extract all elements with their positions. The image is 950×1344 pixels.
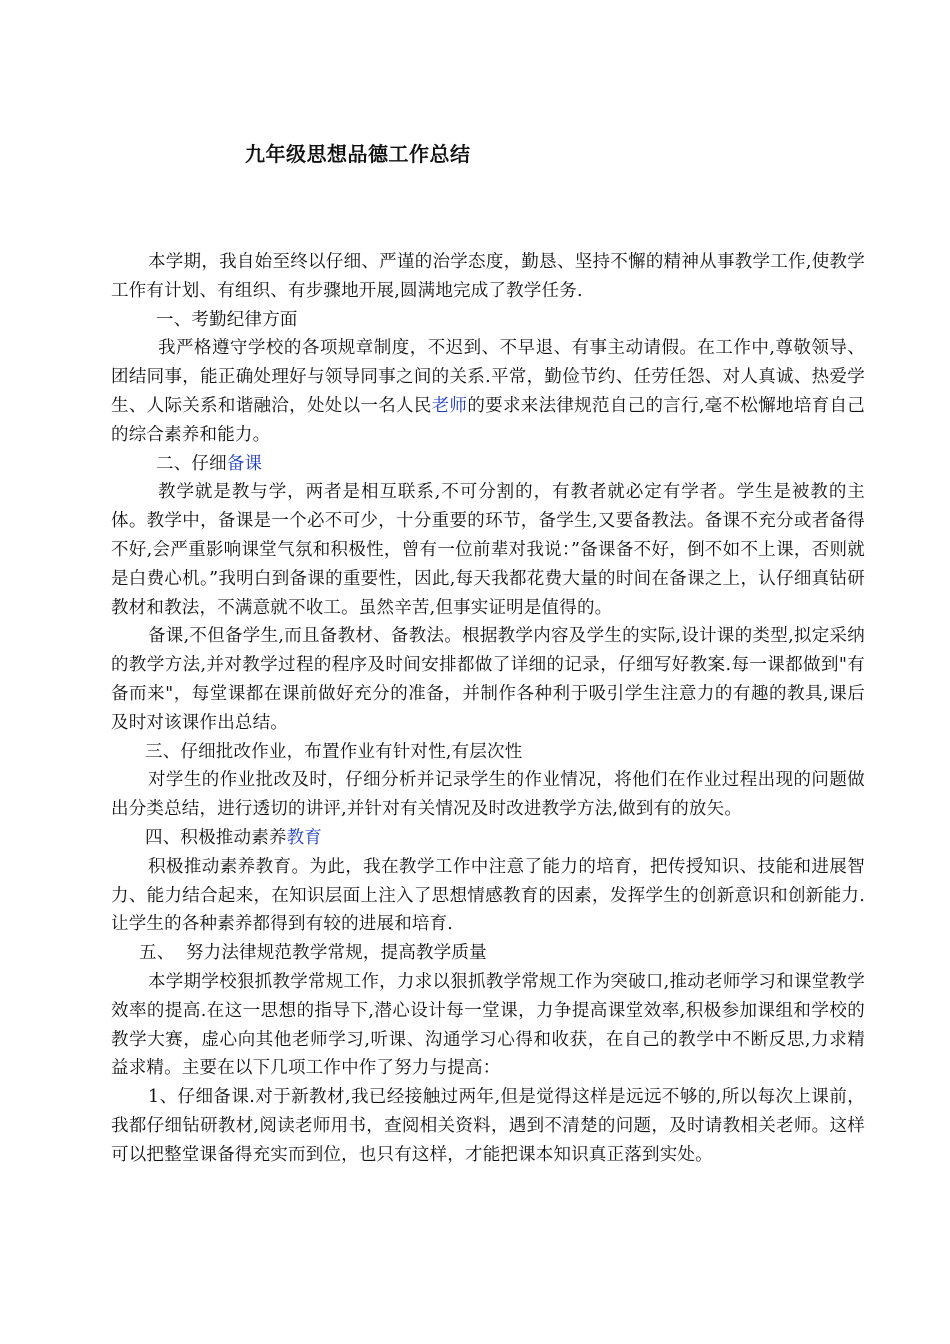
teacher-link[interactable]: 老师 bbox=[431, 395, 468, 416]
section-4-paragraph: 积极推动素养教育。为此，我在教学工作中注意了能力的培育，把传授知识、技能和进展智力、能力结合起来，在知识层面上注入了思想情感教育的因素，发挥学生的创新意识和创新能力.让学生的各种素养都得到有较的进展和培育. bbox=[111, 856, 865, 935]
section-2-paragraph-1: 教学就是教与学，两者是相互联系,不可分割的，有教者就必定有学者。学生是被教的主体。教学中，备课是一个必不可少，十分重要的环节，备学生,又要备教法。备课不充分或者备得不好,会严重影响课堂气氛和积极性，曾有一位前辈对我说：”备课备不好，倒不如不上课，否则就是白费心机。”我明白到备课的重要性，因此,每天我都花费大量的时间在备课之上，认仔细真钻研教材和教法，不满意就不收工。虽然辛苦,但事实证明是值得的。 bbox=[111, 482, 865, 618]
section-4-heading-text: 四、积极推动素养 bbox=[145, 827, 287, 848]
intro-paragraph: 本学期，我自始至终以仔细、严谨的治学态度，勤恳、坚持不懈的精神从事教学工作,使教学工作有计划、有组织、有步骤地开展,圆满地完成了教学任务. bbox=[111, 252, 865, 301]
section-1-text-end: 的要求来法律规范自己的言行,毫不松懈地培育自己的综合素养和能力。 bbox=[111, 395, 865, 445]
section-3-paragraph: 对学生的作业批改及时，仔细分析并记录学生的作业情况，将他们在作业过程出现的问题做出分类总结，进行透切的讲评,并针对有关情况及时改进教学方法,做到有的放矢。 bbox=[111, 770, 865, 820]
lesson-prep-link[interactable]: 备课 bbox=[226, 453, 263, 474]
education-link[interactable]: 教育 bbox=[286, 827, 323, 848]
section-1-text-start: 我严格遵守学校的各项规章制度，不迟到、不早退、有事主动请假。在工作中,尊敬领导、团结同事，能正确处理好与领导同事之间的关系.平常，勤俭节约、任劳任怨、对人真诚、热爱学生、人际关系和谐融洽，处处以一名人民 bbox=[111, 338, 865, 416]
section-1-paragraph bbox=[111, 334, 865, 449]
section-5-paragraph: 本学期学校狠抓教学常规工作，力求以狠抓教学常规工作为突破口,推动老师学习和课堂教学效率的提高.在这一思想的指导下,潜心设计每一堂课，力争提高课堂效率,积极参加课组和学校的教学大赛，虚心向其他老师学习,听课、沟通学习心得和收获，在自己的教学中不断反思,力求精益求精。主要在以下几项工作中作了努力与提高： bbox=[111, 971, 865, 1079]
section-5-item-1: 1、仔细备课.对于新教材,我已经接触过两年,但是觉得这样是远远不够的,所以每次上课前，我都仔细钻研教材,阅读老师用书，查阅相关资料，遇到不清楚的问题，及时请教相关老师。这样可以把整堂课备得充实而到位，也只有这样，才能把课本知识真正落到实处。 bbox=[111, 1087, 865, 1165]
document-body bbox=[111, 248, 865, 1170]
section-4-heading bbox=[111, 824, 865, 853]
section-2-heading-text: 二、仔细 bbox=[156, 453, 227, 474]
section-2-heading bbox=[111, 450, 865, 479]
section-3-heading: 三、仔细批改作业，布置作业有针对性,有层次性 bbox=[145, 741, 523, 762]
document-title: 九年级思想品德工作总结 bbox=[245, 142, 471, 166]
section-1-heading: 一、考勤纪律方面 bbox=[156, 309, 298, 330]
section-2-paragraph-2: 备课,不但备学生,而且备教材、备教法。根据教学内容及学生的实际,设计课的类型,拟定采纳的教学方法,并对教学过程的程序及时间安排都做了详细的记录，仔细写好教案.每一课都做到"有备而来"，每堂课都在课前做好充分的准备，并制作各种利于吸引学生注意力的有趣的教具,课后及时对该课作出总结。 bbox=[111, 626, 865, 733]
section-5-heading: 五、 努力法律规范教学常规，提高教学质量 bbox=[139, 943, 487, 964]
